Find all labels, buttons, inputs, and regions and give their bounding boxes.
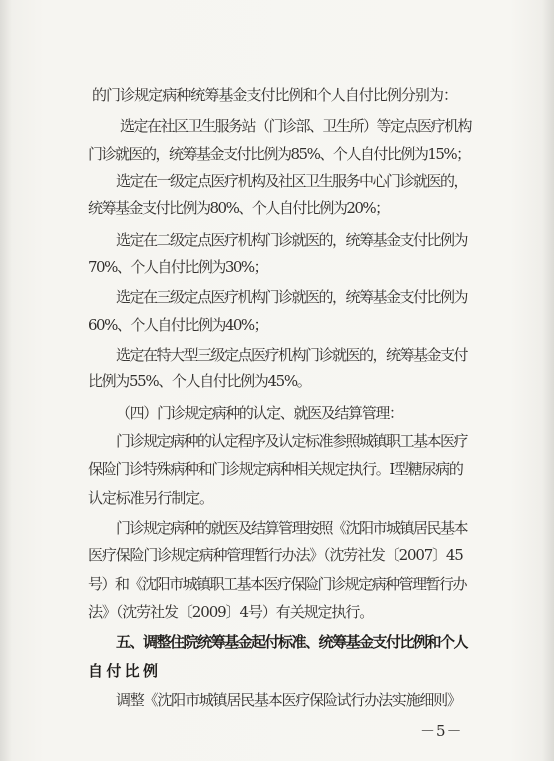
body-line-10: 选定在特大型三级定点医疗机构门诊就医的，统筹基金支付	[116, 346, 468, 364]
body-line-13: 保险门诊特殊病种和门诊规定病种相关规定执行。I型糖尿病的	[88, 460, 463, 478]
body-line-16: 医疗保险门诊规定病种管理暂行办法》（沈劳社发〔2007〕45	[88, 546, 463, 564]
body-line-17: 号）和《沈阳市城镇职工基本医疗保险门诊规定病种管理暂行办	[88, 575, 467, 593]
body-line-9: 60%、个人自付比例为40%；	[88, 316, 268, 334]
body-line-7: 70%、个人自付比例为30%；	[88, 258, 268, 276]
body-line-11: 比例为55%、个人自付比例为45%。	[88, 372, 311, 390]
body-line-15: 门诊规定病种的就医及结算管理按照《沈阳市城镇居民基本	[116, 519, 468, 537]
body-line-3: 门诊就医的，统筹基金支付比例为85%、个人自付比例为15%；	[88, 145, 470, 163]
body-line-14: 认定标准另行制定。	[88, 489, 213, 507]
section-heading-5: 五、调整住院统筹基金起付标准、统筹基金支付比例和个人	[116, 633, 468, 651]
body-line-4: 选定在一级定点医疗机构及社区卫生服务中心门诊就医的，	[116, 172, 468, 190]
body-line-2: 选定在社区卫生服务站（门诊部、卫生所）等定点医疗机构	[120, 117, 472, 135]
subheading-section-4: （四）门诊规定病种的认定、就医及结算管理：	[116, 404, 403, 422]
left-edge-shadow	[0, 0, 12, 761]
body-line-6: 选定在二级定点医疗机构门诊就医的，统筹基金支付比例为	[116, 231, 468, 249]
section-heading-5-continuation: 自付比例	[88, 662, 162, 680]
body-line-18: 法》（沈劳社发〔2009〕4号）有关规定执行。	[88, 603, 374, 621]
body-line-1: 的门诊规定病种统筹基金支付比例和个人自付比例分别为：	[92, 86, 458, 104]
body-line-8: 选定在三级定点医疗机构门诊就医的，统筹基金支付比例为	[116, 288, 468, 306]
body-line-19: 调整《沈阳市城镇居民基本医疗保险试行办法实施细则》	[116, 691, 461, 709]
body-line-5: 统筹基金支付比例为80%、个人自付比例为20%；	[88, 199, 389, 217]
page-number: －5－	[420, 722, 463, 740]
body-line-12: 门诊规定病种的认定程序及认定标准参照城镇职工基本医疗	[116, 432, 468, 450]
right-edge-shadow	[542, 0, 554, 761]
